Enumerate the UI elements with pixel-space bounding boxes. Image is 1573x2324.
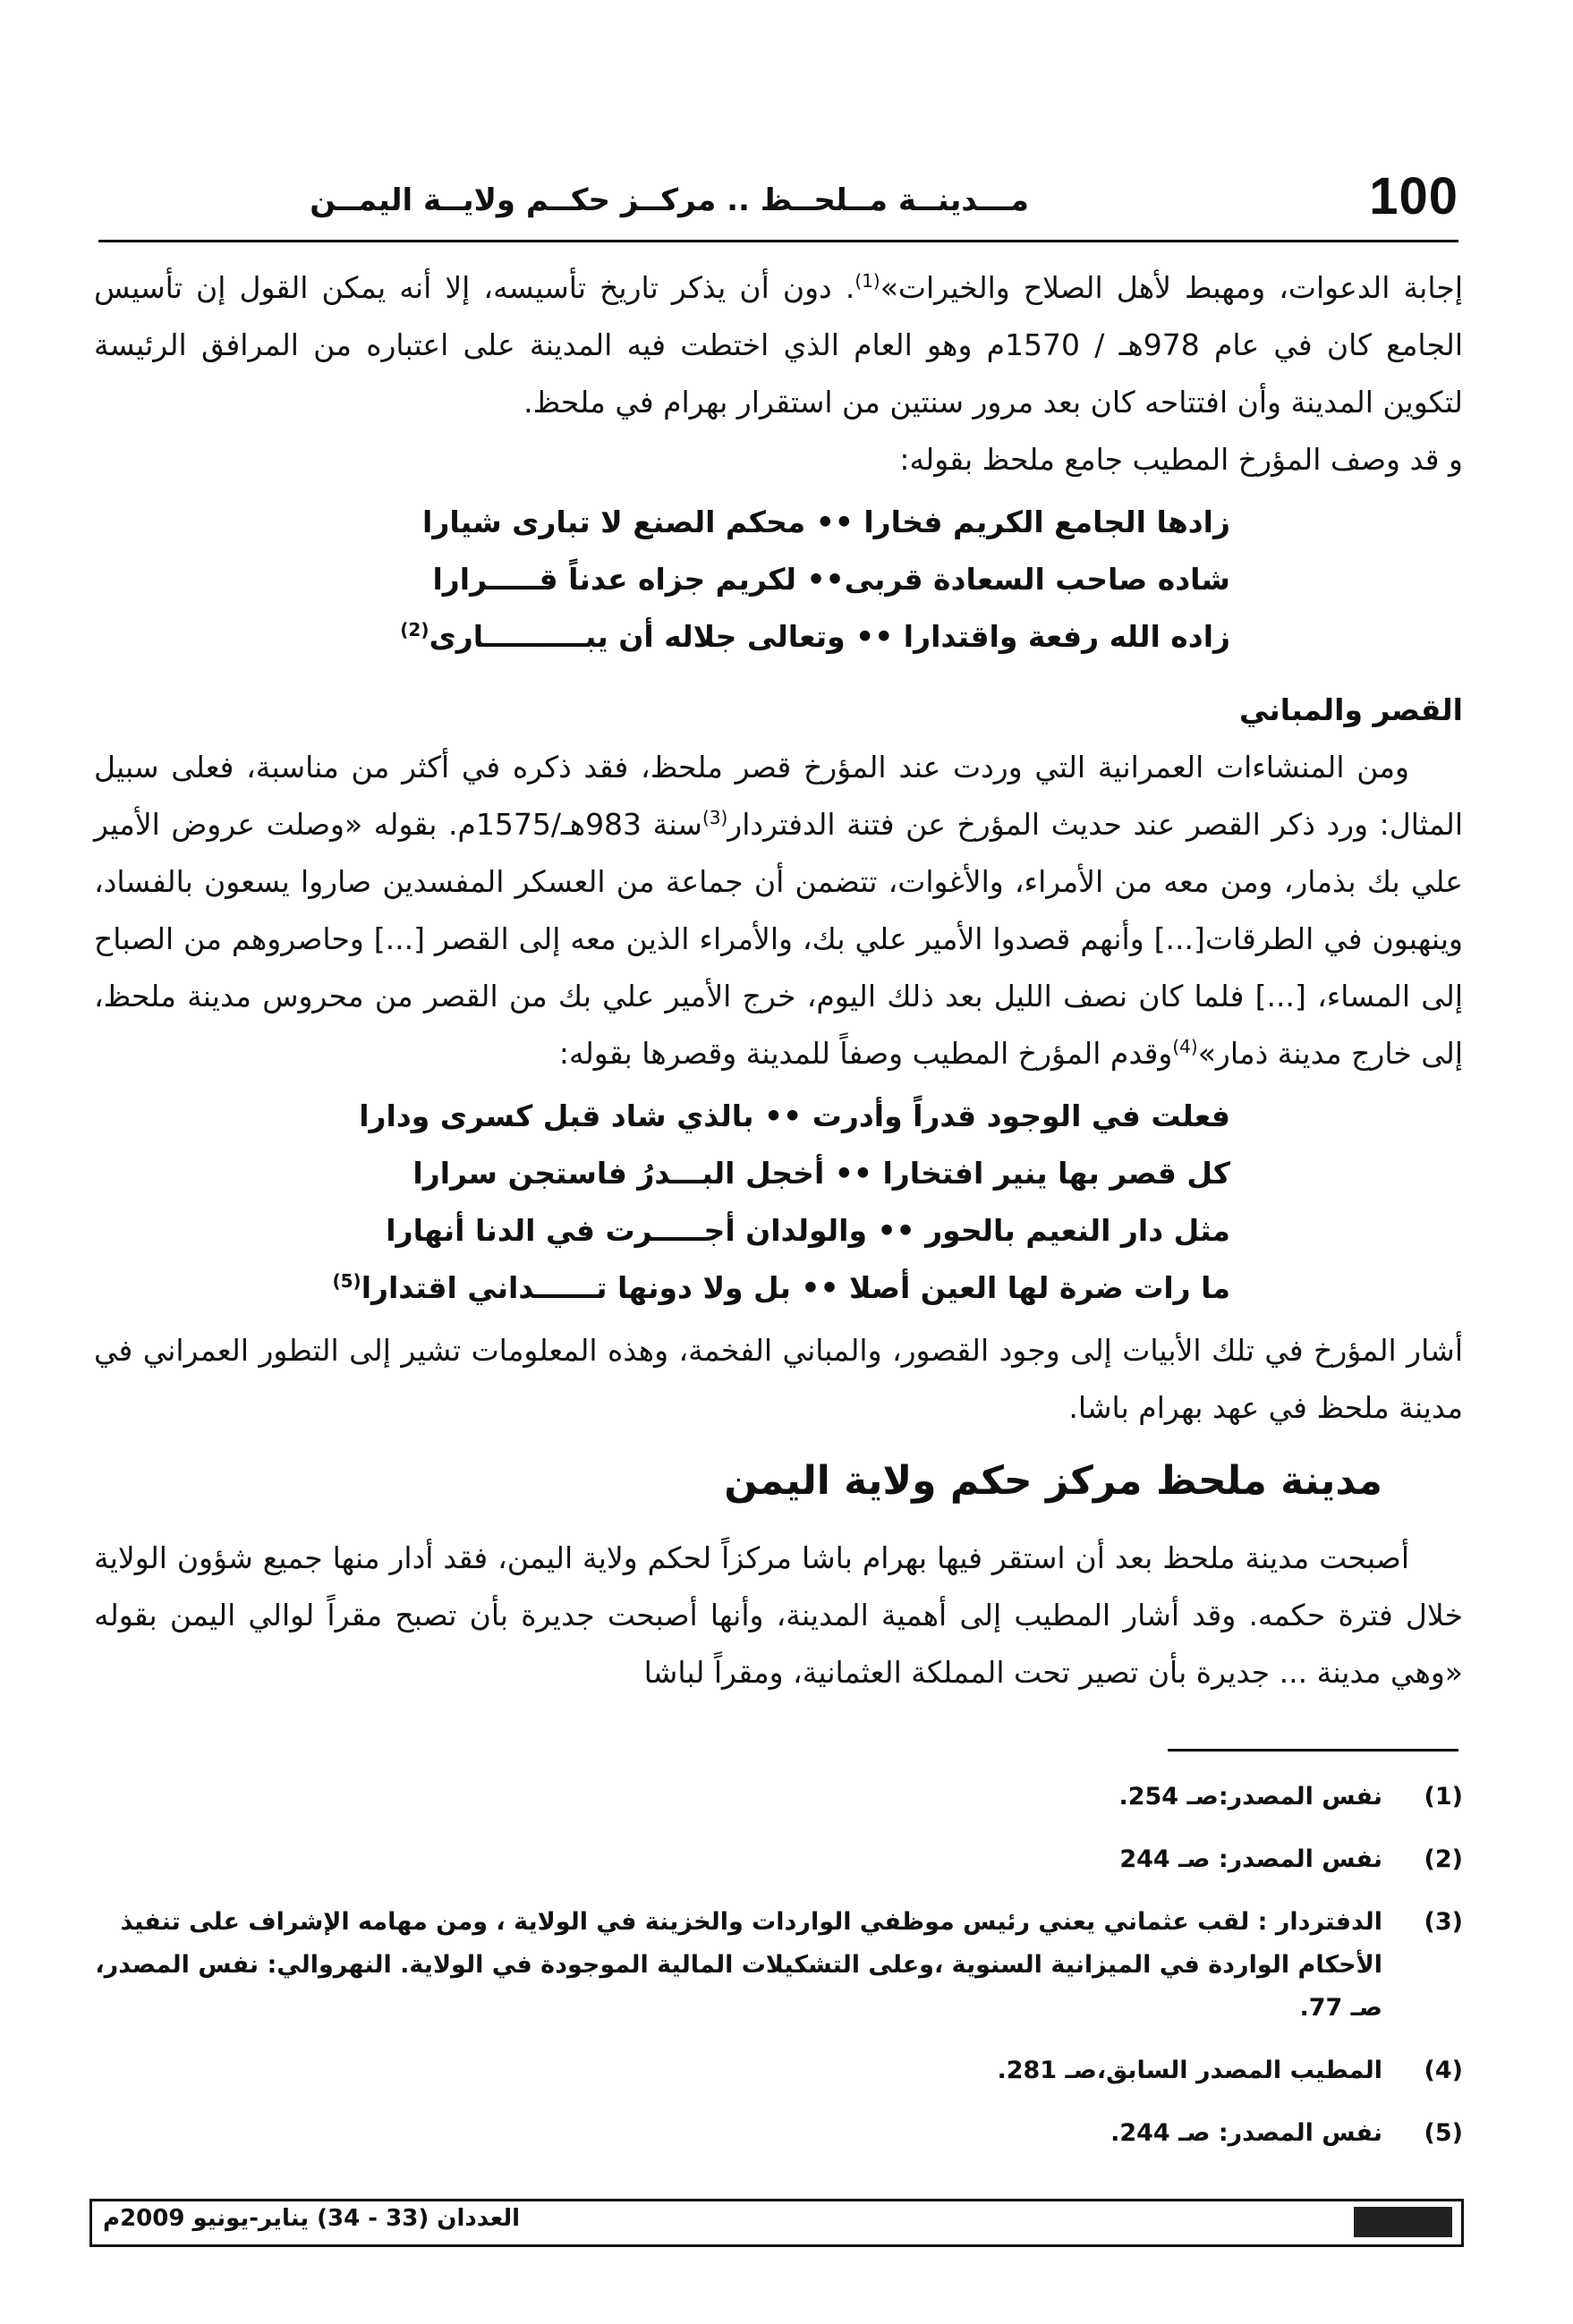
paragraph-3-rest: سنة 983هـ/1575م. بقوله «وصلت عروض الأمير علي بك بذمار، ومن معه من الأمراء، والأغوات، تتضمن أن جماعة من العسكر المفسدين صاروا يسعون بالفساد، وينهبون في الطرقات[...] وأنهم قصدوا الأمير علي بك، والأمراء الذين معه إلى القصر [...] وحاصروهم من الصباح إلى المساء، [...] فلما كان نصف الليل بعد ذلك اليوم، خرج الأمير علي بك من القصر من محروس مدينة ملحظ، إلى خارج مدينة ذمار» <box>94 807 1463 1071</box>
footnote-text: نفس المصدر: صـ 244. <box>1110 2119 1382 2147</box>
footnote-4 <box>94 2049 1463 2092</box>
journal-logo-icon <box>1354 2207 1452 2237</box>
paragraph-3-text: ومن المنشاءات العمرانية التي وردت عند المؤرخ قصر ملحظ، فقد ذكره في أكثر من مناسبة، فعلى سبيل المثال: ورد ذكر القصر عند حديث المؤرخ عن فتنة الدفتردار <box>94 750 1464 842</box>
paragraph-1-rest: . دون أن يذكر تاريخ تأسيسه، إلا أنه يمكن القول إن تأسيس الجامع كان في عام 978هـ / 1570م وهو العام الذي اختطت فيه المدينة على اعتباره من المرافق الرئيسة لتكوين المدينة وأن افتتاحه كان بعد مرور سنتين من استقرار بهرام في ملحظ. <box>94 270 1463 420</box>
verse-7 <box>94 1260 1230 1317</box>
page-number: 100 <box>1369 167 1458 225</box>
footnote-number: (1) <box>1424 1783 1463 1811</box>
footnote-number: (5) <box>1424 2119 1463 2147</box>
footnote-number: (3) <box>1424 1908 1463 1936</box>
section-title: مدينة ملحظ مركز حكم ولاية اليمن <box>724 1458 1382 1504</box>
verse-6: مثل دار النعيم بالحور •• والولدان أجـــــرت في الدنا أنهارا <box>386 1213 1230 1248</box>
verse-1: زادها الجامع الكريم فخارا •• محكم الصنع لا تبارى شيارا <box>422 505 1230 539</box>
footnotes <box>94 1776 1463 2175</box>
issue-label: العددان (33 - 34) يناير-يونيو 2009م <box>103 2205 521 2232</box>
paragraph-3-end: وقدم المؤرخ المطيب وصفاً للمدينة وقصرها بقوله: <box>558 1036 1173 1071</box>
verse-3 <box>94 608 1230 666</box>
footnote-1 <box>94 1776 1463 1819</box>
verse-7-text: ما رات ضرة لها العين أصلا •• بل ولا دونها تــــــداني اقتدارا <box>361 1270 1230 1305</box>
verse-2: شاده صاحب السعادة قربى•• لكريم جزاه عدناً قـــــرارا <box>432 562 1230 597</box>
footnote-text: المطيب المصدر السابق،صـ 281. <box>997 2057 1382 2084</box>
header-rule <box>98 240 1458 242</box>
article-body <box>94 259 1463 1701</box>
footnote-ref-2: (2) <box>400 619 429 640</box>
running-title: مـــدينــة مــلحــظ .. مركــز حكــم ولايــة اليمــن <box>310 182 1029 218</box>
page-header <box>98 159 1458 240</box>
footnote-ref-5: (5) <box>332 1270 361 1292</box>
paragraph-2: و قد وصف المؤرخ المطيب جامع ملحظ بقوله: <box>899 442 1463 477</box>
footnote-3 <box>94 1901 1463 2030</box>
verse-4: فعلت في الوجود قدراً وأدرت •• بالذي شاد قبل كسرى ودارا <box>359 1098 1230 1133</box>
footnote-2 <box>94 1838 1463 1881</box>
footnote-rule <box>1168 1749 1458 1751</box>
footnote-ref-3: (3) <box>701 807 728 828</box>
footnote-number: (4) <box>1424 2057 1463 2084</box>
paragraph-1-text: إجابة الدعوات، ومهبط لأهل الصلاح والخيرات» <box>880 270 1463 305</box>
paragraph-1 <box>94 259 1463 431</box>
poem-palace <box>94 1088 1463 1317</box>
verse-5: كل قصر بها ينير افتخارا •• أخجل البـــدرُ فاستجن سرارا <box>412 1156 1230 1191</box>
footnote-number: (2) <box>1424 1845 1463 1873</box>
paragraph-5: أصبحت مدينة ملحظ بعد أن استقر فيها بهرام باشا مركزاً لحكم ولاية اليمن، فقد أدار منها جميع شؤون الولاية خلال فترة حكمه. وقد أشار المطيب إلى أهمية المدينة، وأنها أصبحت جديرة بأن تصبح مقراً لوالي اليمن بقوله «وهي مدينة ... جديرة بأن تصير تحت المملكة العثمانية، ومقراً لباشا <box>94 1540 1463 1690</box>
paragraph-4: أشار المؤرخ في تلك الأبيات إلى وجود القصور، والمباني الفخمة، وهذه المعلومات تشير إلى التطور العمراني في مدينة ملحظ في عهد بهرام باشا. <box>94 1333 1463 1425</box>
footnote-ref-1: (1) <box>855 270 880 292</box>
paragraph-3 <box>94 739 1463 1082</box>
poem-mosque <box>94 494 1463 666</box>
page-footer <box>89 2199 1464 2247</box>
footnote-ref-4: (4) <box>1172 1036 1198 1057</box>
verse-3-text: زاده الله رفعة واقتدارا •• وتعالى جلاله أن يبــــــــــارى <box>429 619 1230 654</box>
footnote-text: الدفتردار : لقب عثماني يعني رئيس موظفي الواردات والخزينة في الولاية ، ومن مهامه الإشراف على تنفيذ الأحكام الواردة في الميزانية السنوية ،وعلى التشكيلات المالية الموجودة في الولاية. النهروالي: نفس المصدر، صـ 77. <box>95 1908 1382 2022</box>
footnote-5 <box>94 2112 1463 2155</box>
footnote-text: نفس المصدر:صـ 254. <box>1118 1783 1382 1811</box>
footnote-text: نفس المصدر: صـ 244 <box>1119 1845 1382 1873</box>
subheading-palace: القصر والمباني <box>1239 692 1463 727</box>
